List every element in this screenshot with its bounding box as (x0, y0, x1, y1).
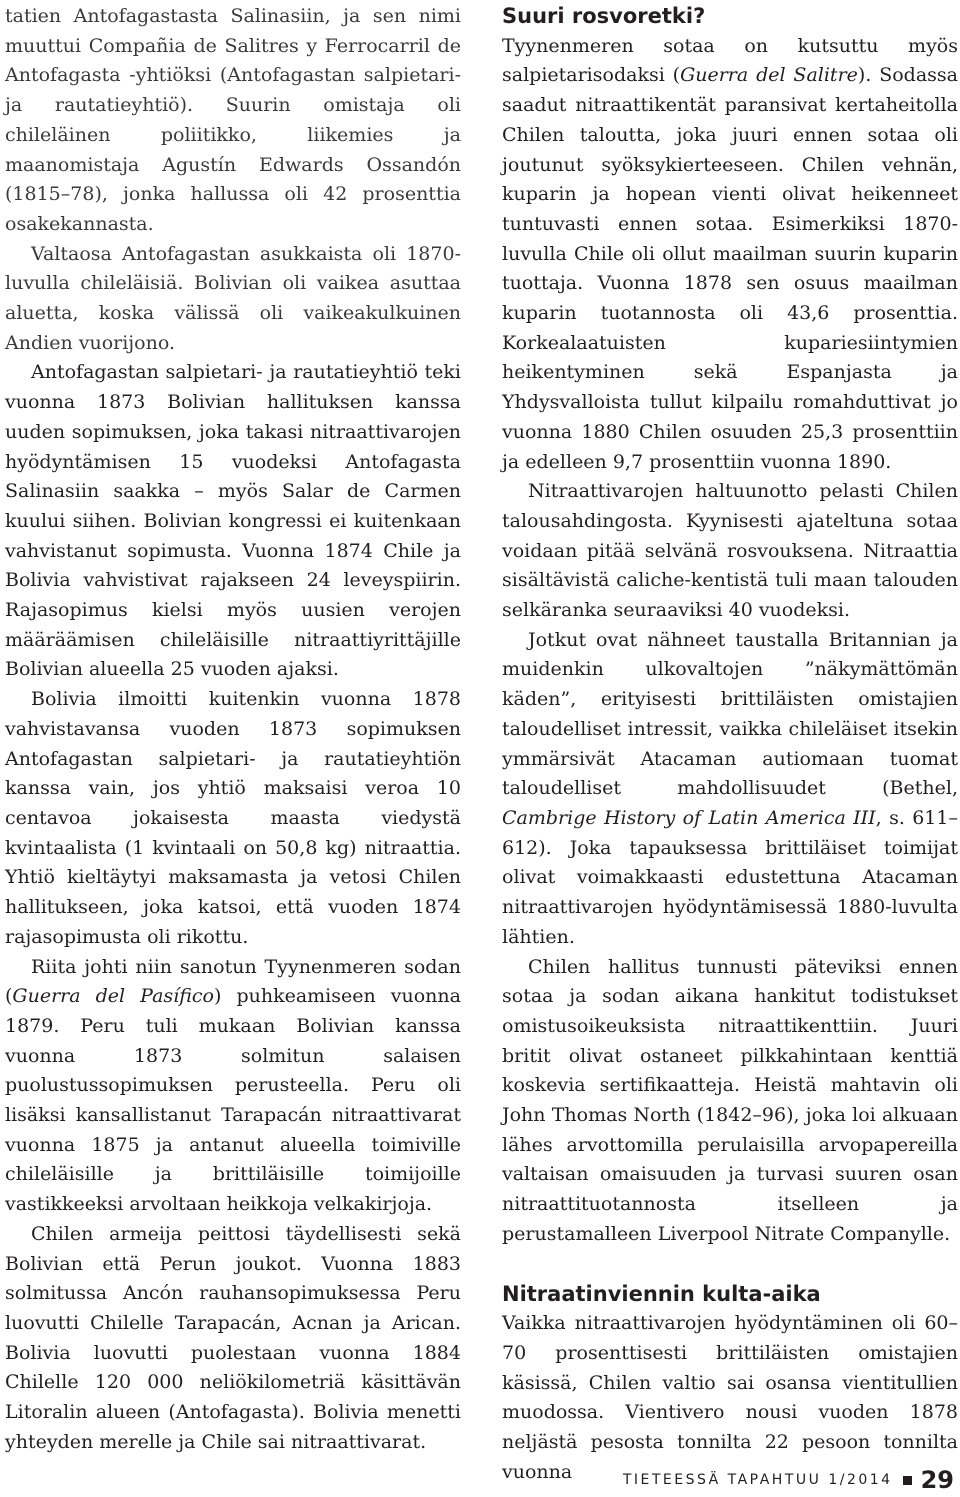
italic-text: Guerra del Salitre (680, 64, 858, 87)
italic-text: Cambrige History of Latin America III (502, 806, 876, 829)
square-bullet-icon (903, 1476, 912, 1485)
page-number: 29 (920, 1466, 954, 1494)
journal-name: TIETEESSÄ TAPAHTUU 1/2014 (622, 1472, 893, 1488)
paragraph (502, 626, 958, 953)
text-run: ) puhkeamiseen vuonna 1879. Peru tuli mukaan Bolivian kanssa vuonna 1873 solmitun salaisen puolustussopimuksen perusteella. Peru oli lisäksi kansallistanut Tarapacán nitraattivarat vuonna 1875 ja antanut alueella toimiville chileläisille ja brittiläisille toimijoille vastikkeeksi arvoltaan heikkoja velkakirjoja. (5, 985, 461, 1216)
paragraph: Bolivia ilmoitti kuitenkin vuonna 1878 vahvistavansa vuoden 1873 sopimuksen Antofagastan salpietari- ja rautatieyhtiön kanssa vain, jos yhtiö maksaisi veroa 10 centavoa jokaisesta maasta viedystä kvintaalista (1 kvintaali on 50,8 kg) nitraattia. Yhtiö kieltäytyi maksamasta ja vetosi Chilen hallitukseen, joka katsoi, että vuoden 1874 rajasopimusta oli rikottu. (5, 688, 461, 948)
right-column (502, 2, 958, 1487)
text-run: Tyynenmeren sotaa on kutsuttu myös salpietarisodaksi ( (502, 34, 958, 87)
text-run: ). Sodassa saadut nitraattikentät paransivat kertaheitolla Chilen taloutta, joka juuri ennen sotaa oli joutunut syöksykierteeseen. Chilen vehnän, kuparin ja hopean vienti olivat heikenneet tuntuvasti ennen sotaa. Esimerkiksi 1870-luvulla Chile oli ollut maailman suurin kuparin tuottaja. Vuonna 1878 sen osuus maailman kuparin tuotannosta oli 43,6 prosenttia. Korkealaatuisten kupariesiintymien heikentyminen sekä Espanjasta ja Yhdysvalloista tullut kilpailu romahduttivat jo vuonna 1880 Chilen osuuden 25,3 prosenttiin ja edelleen 9,7 prosenttiin vuonna 1890. (502, 64, 958, 473)
text-run: Riita johti niin sanotun Tyynenmeren sodan ( (5, 955, 461, 1008)
section-heading: Nitraatinviennin kulta-aika (502, 1281, 821, 1306)
text-run: Jotkut ovat nähneet taustalla Britannian ja muidenkin ulkovaltojen ”näkymättömän käden”, erityisesti brittiläisten omistajien taloudelliset intressit, vaikka chileläiset itsekin ymmärsivät Atacaman autiomaan tuomat taloudelliset mahdollisuudet (Bethel, (502, 628, 958, 800)
paragraph (5, 953, 461, 1220)
text-run: , s. 611–612). Joka tapauksessa brittiläiset toimijat olivat voimakkaasti edustettuna Atacaman nitraattivarojen hyödyntämisessä 1880-luvulta lähtien. (502, 806, 958, 948)
italic-text: Guerra del Pasífico (12, 985, 214, 1008)
page-footer (623, 1466, 954, 1494)
paragraph: tatien Antofagastasta Salinasiin, ja sen nimi muuttui Compañia de Salitres y Ferrocarril de Antofagasta -yhtiöksi (Antofagastan salpietari- ja rautatieyhtiö). Suurin omistaja oli chileläinen poliitikko, liikemies ja maanomistaja Agustín Edwards Ossandón (1815–78), jonka hallussa oli 42 prosenttia osakekannasta. (5, 5, 461, 235)
paragraph: Vaikka nitraattivarojen hyödyntäminen oli 60–70 prosenttisesti brittiläisten omistajien käsissä, Chilen valtio sai osansa vientitullien muodossa. Vientivero nousi vuoden 1878 neljästä pesosta tonnilta 22 pesoon tonnilta vuonna (502, 1312, 958, 1483)
paragraph: Chilen armeija peittosi täydellisesti sekä Bolivian että Perun joukot. Vuonna 1883 solmitussa Ancón rauhansopimuksessa Peru luovutti Chilelle Tarapacán, Acnan ja Arican. Bolivia luovutti puolestaan vuonna 1884 Chilelle 120 000 neliökilometriä käsittävän Litoralin alueen (Antofagasta). Bolivia menetti yhteyden merelle ja Chile sai nitraattivarat. (5, 1222, 461, 1453)
section-heading: Suuri rosvoretki? (502, 4, 706, 28)
paragraph: Chilen hallitus tunnusti päteviksi ennen sotaa ja sodan aikana hankitut todistukset omistusoikeuksista nitraattikenttiin. Juuri britit olivat ostaneet pilkkahintaan kenttiä koskevia sertifikaatteja. Heistä mahtavin oli John Thomas North (1842–96), joka loi alkuaan lähes arvottomilla perulaisilla arvopapereilla valtaisan omaisuuden ja turvasi suuren osan nitraattituotannosta itselleen ja perustamalleen Liverpool Nitrate Companylle. (502, 955, 958, 1245)
left-column (5, 2, 461, 1457)
paragraph: Nitraattivarojen haltuunotto pelasti Chilen talousahdingosta. Kyynisesti ajateltuna sotaa voidaan pitää selvänä rosvouksena. Nitraattia sisältävistä caliche-kentistä tuli maan talouden selkäranka seuraaviksi 40 vuodeksi. (502, 480, 958, 622)
paragraph: Valtaosa Antofagastan asukkaista oli 1870-luvulla chileläisiä. Bolivian oli vaikea asuttaa aluetta, koska välissä oli vaikeakulkuinen Andien vuorijono. (5, 242, 461, 354)
paragraph: Antofagastan salpietari- ja rautatieyhtiö teki vuonna 1873 Bolivian hallituksen kanssa uuden sopimuksen, joka takasi nitraattivarojen hyödyntämisen 15 vuodeksi Antofagasta Salinasiin saakka – myös Salar de Carmen kuului siihen. Bolivian kongressi ei kuitenkaan vahvistanut sopimusta. Vuonna 1874 Chile ja Bolivia vahvistivat rajakseen 24 leveyspiirin. Rajasopimus kielsi myös uusien verojen määräämisen chileläisille nitraattiyrittäjille Bolivian alueella 25 vuoden ajaksi. (5, 361, 461, 681)
paragraph (502, 32, 958, 478)
